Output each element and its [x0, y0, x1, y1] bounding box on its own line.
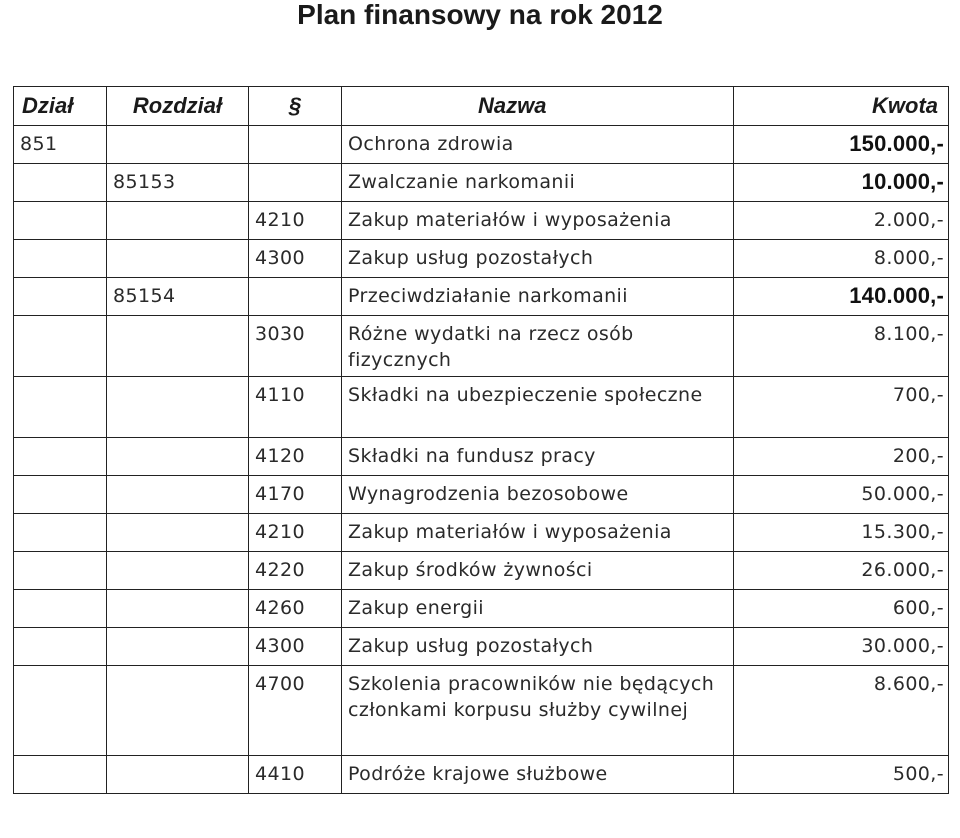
cell-dzial [14, 514, 107, 552]
cell-dzial [14, 666, 107, 756]
cell-kwota: 10.000,- [734, 164, 949, 202]
cell-paragraf: 4700 [249, 666, 342, 756]
cell-kwota: 600,- [734, 590, 949, 628]
cell-dzial [14, 377, 107, 438]
cell-nazwa: Ochrona zdrowia [342, 126, 734, 164]
cell-kwota: 30.000,- [734, 628, 949, 666]
cell-rozdzial [107, 316, 249, 377]
cell-paragraf: 4410 [249, 756, 342, 794]
cell-paragraf: 4220 [249, 552, 342, 590]
page-title: Plan finansowy na rok 2012 [297, 0, 663, 30]
cell-rozdzial [107, 514, 249, 552]
cell-rozdzial [107, 590, 249, 628]
table-row [14, 377, 949, 438]
table-row [14, 666, 949, 756]
cell-kwota: 8.600,- [734, 666, 949, 756]
table-row [14, 202, 949, 240]
header-dzial: Dział [14, 87, 107, 126]
cell-rozdzial [107, 628, 249, 666]
cell-rozdzial [107, 377, 249, 438]
cell-paragraf: 4120 [249, 438, 342, 476]
cell-dzial [14, 278, 107, 316]
cell-dzial [14, 628, 107, 666]
cell-nazwa: Zakup usług pozostałych [342, 628, 734, 666]
header-kwota: Kwota [734, 87, 949, 126]
cell-kwota: 700,- [734, 377, 949, 438]
header-paragraf: § [249, 87, 342, 126]
table-row [14, 240, 949, 278]
table-row [14, 126, 949, 164]
cell-paragraf: 4170 [249, 476, 342, 514]
cell-nazwa: Przeciwdziałanie narkomanii [342, 278, 734, 316]
cell-nazwa: Podróże krajowe służbowe [342, 756, 734, 794]
cell-dzial [14, 164, 107, 202]
cell-kwota: 50.000,- [734, 476, 949, 514]
cell-kwota: 140.000,- [734, 278, 949, 316]
header-nazwa: Nazwa [342, 87, 734, 126]
table-row [14, 590, 949, 628]
table-row [14, 628, 949, 666]
cell-rozdzial: 85153 [107, 164, 249, 202]
cell-nazwa: Szkolenia pracowników nie będących członkami korpusu służby cywilnej [342, 666, 734, 756]
cell-kwota: 500,- [734, 756, 949, 794]
cell-kwota: 8.100,- [734, 316, 949, 377]
cell-rozdzial [107, 126, 249, 164]
cell-paragraf: 4210 [249, 202, 342, 240]
cell-nazwa: Zakup materiałów i wyposażenia [342, 514, 734, 552]
cell-rozdzial [107, 240, 249, 278]
cell-nazwa: Zakup energii [342, 590, 734, 628]
cell-paragraf: 3030 [249, 316, 342, 377]
cell-kwota: 26.000,- [734, 552, 949, 590]
cell-paragraf [249, 164, 342, 202]
cell-rozdzial [107, 202, 249, 240]
cell-dzial [14, 756, 107, 794]
cell-dzial [14, 552, 107, 590]
cell-dzial [14, 240, 107, 278]
cell-dzial [14, 590, 107, 628]
cell-rozdzial [107, 552, 249, 590]
cell-nazwa: Zwalczanie narkomanii [342, 164, 734, 202]
cell-nazwa: Zakup środków żywności [342, 552, 734, 590]
cell-dzial [14, 476, 107, 514]
cell-paragraf [249, 126, 342, 164]
cell-paragraf: 4210 [249, 514, 342, 552]
cell-paragraf [249, 278, 342, 316]
cell-paragraf: 4260 [249, 590, 342, 628]
cell-dzial: 851 [14, 126, 107, 164]
cell-kwota: 15.300,- [734, 514, 949, 552]
table-row [14, 278, 949, 316]
table-row [14, 316, 949, 377]
cell-nazwa: Zakup usług pozostałych [342, 240, 734, 278]
header-rozdzial: Rozdział [107, 87, 249, 126]
cell-paragraf: 4110 [249, 377, 342, 438]
cell-nazwa: Składki na ubezpieczenie społeczne [342, 377, 734, 438]
cell-rozdzial: 85154 [107, 278, 249, 316]
cell-rozdzial [107, 476, 249, 514]
cell-nazwa: Zakup materiałów i wyposażenia [342, 202, 734, 240]
table-row [14, 756, 949, 794]
cell-dzial [14, 316, 107, 377]
cell-kwota: 2.000,- [734, 202, 949, 240]
cell-kwota: 200,- [734, 438, 949, 476]
cell-rozdzial [107, 756, 249, 794]
cell-dzial [14, 202, 107, 240]
cell-rozdzial [107, 666, 249, 756]
table-row [14, 476, 949, 514]
financial-plan-table [13, 86, 949, 794]
cell-nazwa: Różne wydatki na rzecz osób fizycznych [342, 316, 734, 377]
cell-kwota: 150.000,- [734, 126, 949, 164]
cell-paragraf: 4300 [249, 628, 342, 666]
cell-rozdzial [107, 438, 249, 476]
cell-nazwa: Składki na fundusz pracy [342, 438, 734, 476]
cell-paragraf: 4300 [249, 240, 342, 278]
cell-dzial [14, 438, 107, 476]
cell-nazwa: Wynagrodzenia bezosobowe [342, 476, 734, 514]
table-row [14, 514, 949, 552]
table-row [14, 164, 949, 202]
cell-kwota: 8.000,- [734, 240, 949, 278]
table-header-row [14, 87, 949, 126]
table-row [14, 552, 949, 590]
table-row [14, 438, 949, 476]
